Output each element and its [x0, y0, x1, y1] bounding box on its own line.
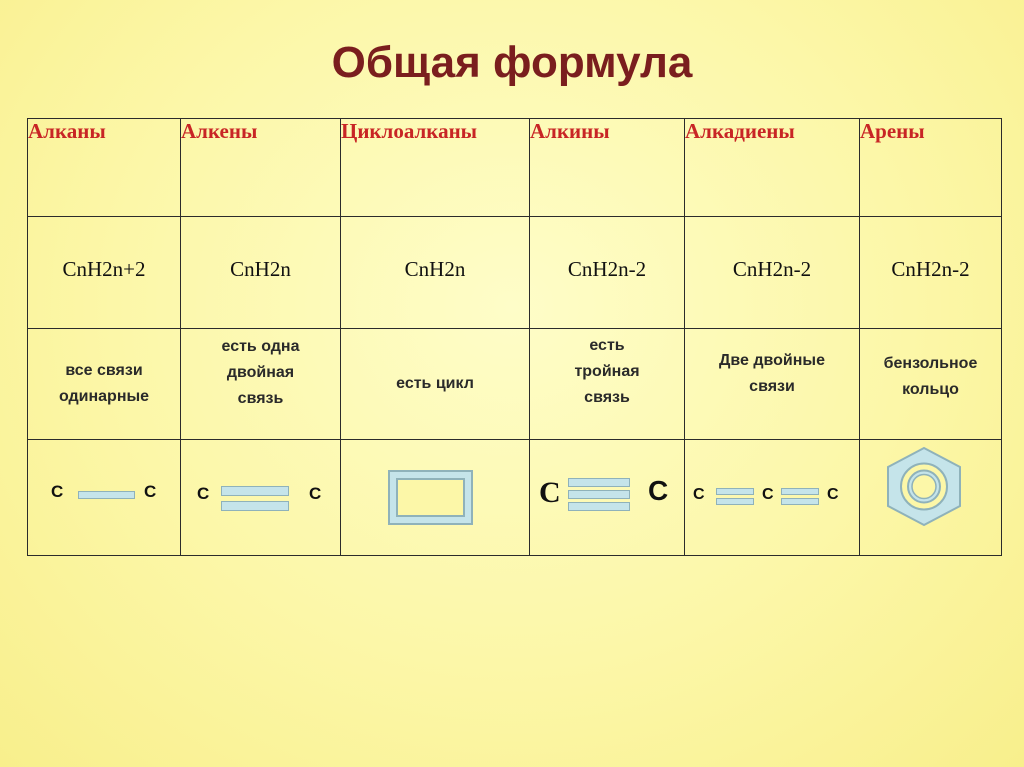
single-bond	[78, 491, 135, 499]
page-title: Общая формула	[331, 38, 693, 87]
carbon-atom: C	[197, 484, 210, 503]
desc-alkadienes-text: Две двойные связи	[719, 352, 825, 395]
cycle-ring-inner	[396, 478, 465, 517]
desc-alkynes	[530, 329, 685, 440]
header-row	[28, 119, 1002, 217]
carbon-atom: C	[648, 475, 669, 506]
header-alkenes: Алкены	[181, 119, 341, 217]
desc-alkadienes	[685, 329, 860, 440]
double-bond-line	[716, 498, 754, 505]
formula-row	[28, 217, 1002, 329]
formula-alkanes: CnH2n+2	[28, 217, 181, 329]
header-arenes: Арены	[860, 119, 1002, 217]
desc-cycloalkanes	[341, 329, 530, 440]
desc-arenes	[860, 329, 1002, 440]
hydrocarbon-table	[27, 118, 1002, 556]
structure-cycloalkanes	[341, 440, 530, 556]
desc-alkanes-text: все связи одинарные	[58, 362, 150, 405]
carbon-atom: C	[539, 476, 561, 509]
structure-alkanes	[28, 440, 181, 556]
desc-alkenes	[181, 329, 341, 440]
formula-alkynes: CnH2n-2	[530, 217, 685, 329]
carbon-atom: C	[693, 486, 705, 503]
header-alkynes: Алкины	[530, 119, 685, 217]
carbon-atom: C	[309, 484, 322, 503]
header-cycloalkanes: Циклоалканы	[341, 119, 530, 217]
double-bond-line	[221, 486, 289, 496]
carbon-atom: C	[51, 482, 64, 501]
carbon-atom: C	[762, 486, 774, 503]
desc-arenes-text: бензольное кольцо	[883, 355, 978, 398]
double-bond-line	[781, 488, 819, 495]
cycle-ring-outer	[388, 470, 473, 525]
formula-arenes: CnH2n-2	[860, 217, 1002, 329]
desc-alkynes-text: есть тройная связь	[574, 337, 640, 406]
double-bond-line	[781, 498, 819, 505]
benzene-ring-icon	[860, 440, 1002, 556]
desc-alkanes	[28, 329, 181, 440]
structure-alkynes	[530, 440, 685, 556]
triple-bond-line	[568, 478, 630, 487]
desc-alkenes-text: есть одна двойная связь	[221, 338, 300, 407]
structure-alkenes	[181, 440, 341, 556]
triple-bond-line	[568, 490, 630, 499]
formula-alkenes: CnH2n	[181, 217, 341, 329]
structure-arenes	[860, 440, 1002, 556]
formula-alkadienes: CnH2n-2	[685, 217, 860, 329]
description-row	[28, 329, 1002, 440]
structure-alkadienes	[685, 440, 860, 556]
desc-cycloalkanes-text: есть цикл	[396, 375, 474, 392]
header-alkanes: Алканы	[28, 119, 181, 217]
benzene-circle-inner	[912, 475, 936, 499]
triple-bond-line	[568, 502, 630, 511]
structure-row	[28, 440, 1002, 556]
formula-cycloalkanes: CnH2n	[341, 217, 530, 329]
carbon-atom: C	[827, 486, 839, 503]
header-alkadienes: Алкадиены	[685, 119, 860, 217]
double-bond-line	[716, 488, 754, 495]
carbon-atom: C	[144, 482, 157, 501]
double-bond-line	[221, 501, 289, 511]
